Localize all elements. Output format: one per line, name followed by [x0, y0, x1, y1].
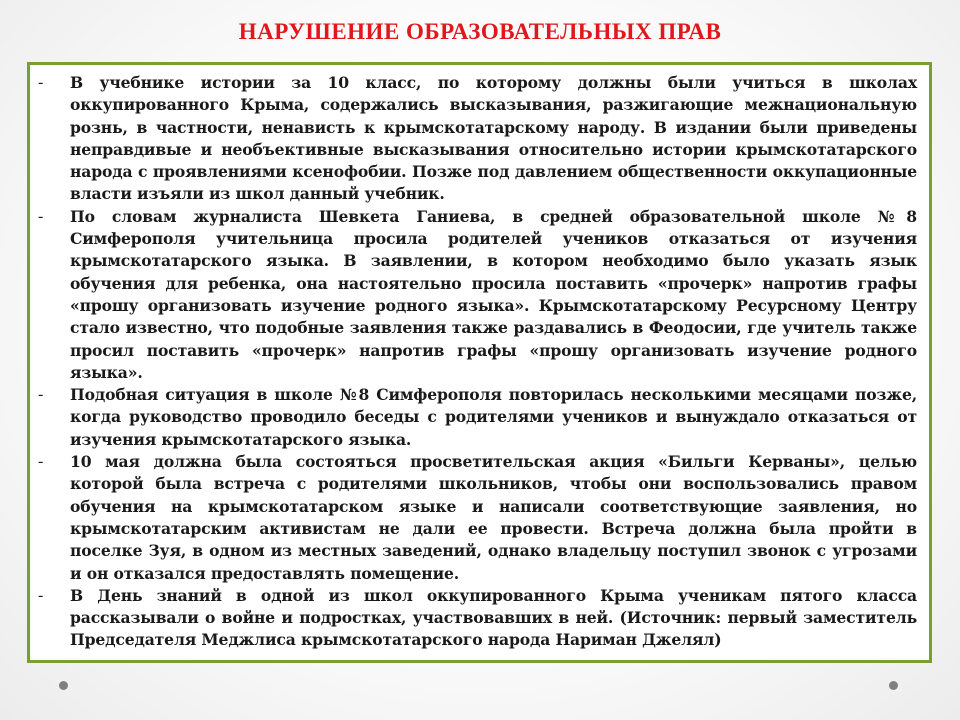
bullet-item-1 — [38, 72, 917, 206]
content-box — [27, 62, 932, 663]
bullet-item-3 — [38, 384, 917, 451]
bullet-item-5 — [38, 585, 917, 652]
bullet-marker: - — [38, 453, 44, 471]
bullet-marker: - — [38, 207, 44, 225]
bullet-text-2: По словам журналиста Шевкета Ганиева, в средней образовательной школе №8 Симферополя учительница просила родителей учеников отказаться от изучения крымскотатарского языка. В заявлении, в котором необходимо было указать язык обучения для ребенка, она настоятельно просила поставить «прочерк» напротив графы «прошу организовать изучение родного языка». Крымскотатарскому Ресурсному Центру стало известно, что подобные заявления также раздавались в Феодосии, где учитель также просил поставить «прочерк» напротив графы «прошу организовать изучение родного языка». — [70, 206, 917, 382]
bullet-marker: - — [38, 74, 44, 91]
bullet-list — [38, 72, 917, 652]
bullet-marker: - — [38, 586, 44, 604]
decorative-dot-right — [889, 681, 898, 690]
bullet-text-1: В учебнике истории за 10 класс, по которому должны были учиться в школах оккупированного Крыма, содержались высказывания, разжигающие межнациональную рознь, в частности, ненависть к крымскотатарскому народу. В издании были приведены неправдивые и необъективные высказывания относительно истории крымскотатарского народа с проявлениями ксенофобии. Позже под давлением общественности оккупационные власти изъяли из школ данный учебник. — [70, 73, 917, 204]
bullet-text-5: В День знаний в одной из школ оккупированного Крыма ученикам пятого класса рассказывали о войне и подростках, участвовавших в ней. (Источник: первый заместитель Председателя Меджлиса крымскотатарского народа Нариман Джелял) — [70, 585, 917, 650]
bullet-marker: - — [38, 386, 44, 404]
bullet-item-2 — [38, 206, 917, 384]
decorative-dot-left — [59, 681, 68, 690]
bullet-text-4: 10 мая должна была состояться просветительская акция «Бильги Керваны», целью которой была встреча с родителями школьников, чтобы они воспользовались правом обучения на крымскотатарском языке и написали соответствующие заявления, но крымскотатарским активистам не дали ее провести. Встреча должна была пройти в поселке Зуя, в одном из местных заведений, однако владельцу поступил звонок с угрозами и он отказался предоставлять помещение. — [70, 452, 917, 583]
bullet-text-3: Подобная ситуация в школе №8 Симферополя повторилась несколькими месяцами позже, когда руководство проводило беседы с родителями учеников и вынуждало отказаться от изучения крымскотатарского языка. — [70, 385, 917, 449]
slide-title: НАРУШЕНИЕ ОБРАЗОВАТЕЛЬНЫХ ПРАВ — [238, 19, 722, 44]
bullet-item-4 — [38, 451, 917, 585]
